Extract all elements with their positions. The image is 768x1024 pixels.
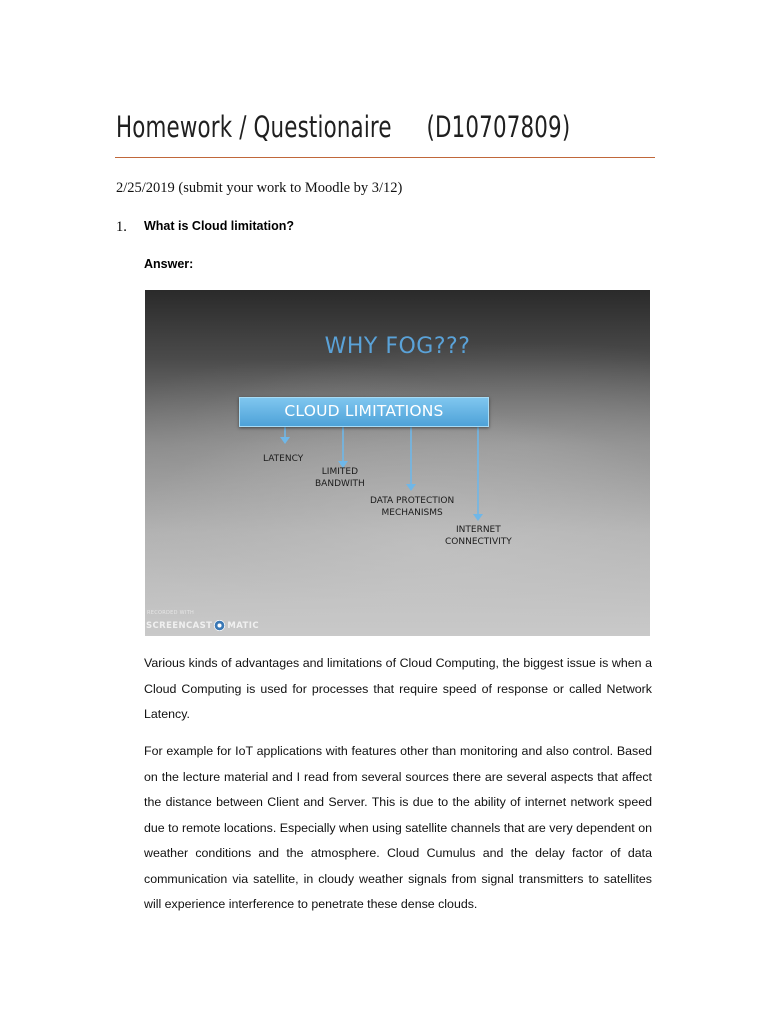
- arrowhead-internet: [473, 514, 483, 521]
- question-number: 1.: [116, 219, 127, 235]
- paragraph-1: Various kinds of advantages and limitations of Cloud Computing, the biggest issue is when a Cloud Computing is used for processes that require speed of response or called Network Latency.: [144, 656, 652, 721]
- date-line: 2/25/2019 (submit your work to Moodle by 3/12): [116, 180, 403, 196]
- slide-item-internet: INTERNET CONNECTIVITY: [445, 525, 512, 547]
- watermark: [146, 620, 259, 631]
- arrowhead-latency: [280, 437, 290, 444]
- watermark-small: RECORDED WITH: [147, 610, 195, 616]
- slide-box-label: CLOUD LIMITATIONS: [284, 402, 444, 420]
- slide-box: [239, 397, 489, 427]
- slide-arrows: [145, 290, 650, 636]
- page-title: Homework / Questionaire (D10707809): [116, 110, 571, 144]
- slide-item-latency: LATENCY: [263, 454, 304, 464]
- paragraph-2: For example for IoT applications with features other than monitoring and also control. Based on the lecture material and I read from several sources there are several aspects that affect the distance between Client and Server. This is due to the ability of internet network speed due to remote locations. Especially when using satellite channels that are very dependent on weather conditions and the atmosphere. Cloud Cumulus and the delay factor of data communication via satellite, in cloudy weather signals from signal transmitters to satellites will experience interference to penetrate these dense clouds.: [144, 744, 652, 911]
- title-rule: [115, 157, 655, 158]
- question-text: What is Cloud limitation?: [144, 219, 294, 233]
- slide-item-bandwidth: LIMITED BANDWITH: [315, 467, 365, 489]
- slide-item-data-protection: DATA PROTECTION MECHANISMS: [370, 496, 455, 518]
- arrowhead-data-protection: [406, 484, 416, 491]
- slide-image: [145, 290, 650, 636]
- watermark-right: MATIC: [227, 620, 259, 631]
- answer-label: Answer:: [144, 257, 194, 271]
- watermark-left: SCREENCAST: [146, 620, 213, 631]
- slide-title: WHY FOG???: [324, 334, 471, 359]
- screencast-logo-icon: [214, 620, 225, 631]
